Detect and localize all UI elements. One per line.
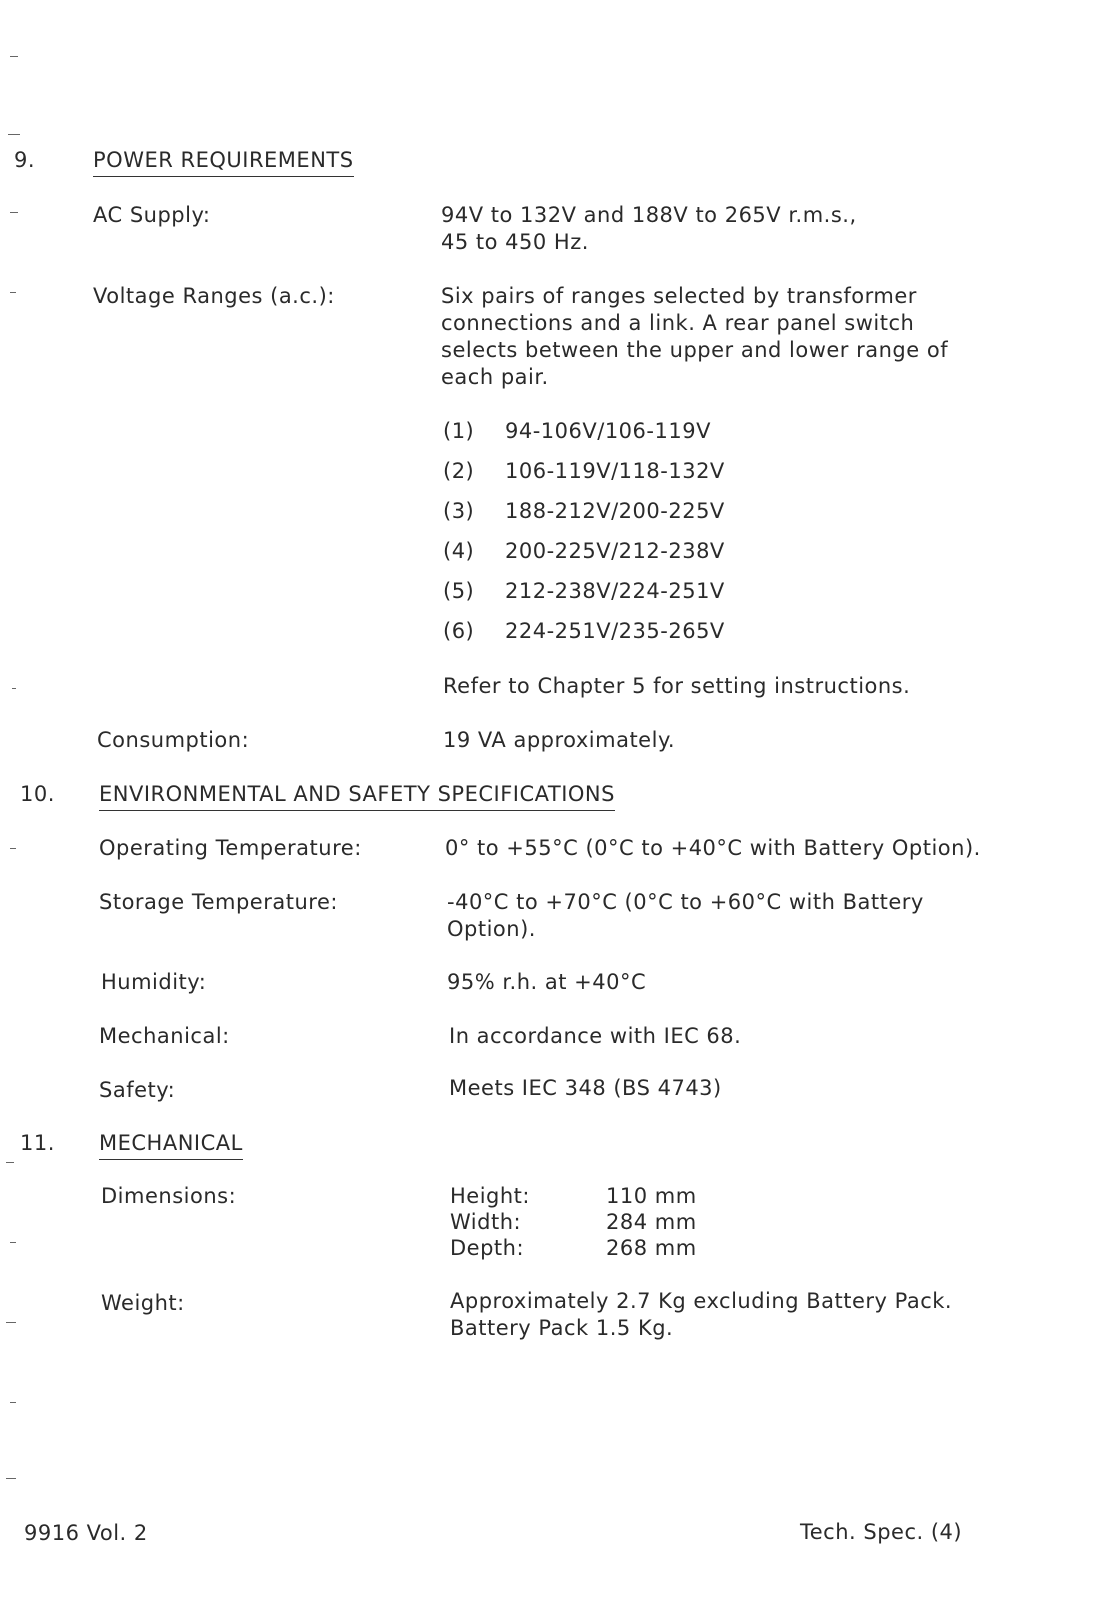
mechanical-label: Mechanical: bbox=[99, 1024, 230, 1048]
dimension-value: 284 mm bbox=[606, 1210, 697, 1234]
humidity-label: Humidity: bbox=[101, 970, 207, 994]
footer-page-ref: Tech. Spec. (4) bbox=[800, 1520, 963, 1544]
dimension-name: Depth: bbox=[450, 1236, 525, 1260]
dimension-name: Width: bbox=[450, 1210, 522, 1234]
weight-value-line: Approximately 2.7 Kg excluding Battery Pack. bbox=[450, 1289, 953, 1313]
range-item-value: 106-119V/118-132V bbox=[505, 459, 725, 483]
range-item-number: (1) bbox=[443, 419, 475, 443]
voltage-ranges-text-line: each pair. bbox=[441, 365, 549, 389]
ac-supply-value-line: 45 to 450 Hz. bbox=[441, 230, 589, 254]
section-heading-power-requirements: POWER REQUIREMENTS bbox=[93, 147, 354, 177]
section-number: 9. bbox=[14, 148, 36, 172]
voltage-ranges-note: Refer to Chapter 5 for setting instructions. bbox=[443, 674, 911, 698]
storage-temperature-label: Storage Temperature: bbox=[99, 890, 338, 914]
range-item-number: (2) bbox=[443, 459, 475, 483]
ac-supply-value-line: 94V to 132V and 188V to 265V r.m.s., bbox=[441, 203, 857, 227]
mechanical-value: In accordance with IEC 68. bbox=[449, 1024, 742, 1048]
dimension-name: Height: bbox=[450, 1184, 530, 1208]
voltage-ranges-text-line: selects between the upper and lower range of bbox=[441, 338, 949, 362]
section-heading-mechanical: MECHANICAL bbox=[99, 1130, 243, 1160]
range-item-number: (4) bbox=[443, 539, 475, 563]
operating-temperature-label: Operating Temperature: bbox=[99, 836, 362, 860]
range-item-number: (5) bbox=[443, 579, 475, 603]
safety-value: Meets IEC 348 (BS 4743) bbox=[449, 1076, 722, 1100]
range-item-value: 224-251V/235-265V bbox=[505, 619, 725, 643]
range-item-value: 200-225V/212-238V bbox=[505, 539, 725, 563]
dimensions-label: Dimensions: bbox=[101, 1184, 237, 1208]
consumption-label: Consumption: bbox=[97, 728, 250, 752]
voltage-ranges-text-line: Six pairs of ranges selected by transformer bbox=[441, 284, 917, 308]
range-item-number: (3) bbox=[443, 499, 475, 523]
section-number: 10. bbox=[20, 782, 55, 806]
voltage-ranges-text-line: connections and a link. A rear panel switch bbox=[441, 311, 915, 335]
range-item-number: (6) bbox=[443, 619, 475, 643]
storage-temperature-value-line: Option). bbox=[447, 917, 536, 941]
range-item-value: 94-106V/106-119V bbox=[505, 419, 711, 443]
weight-label: Weight: bbox=[101, 1291, 185, 1315]
humidity-value: 95% r.h. at +40°C bbox=[447, 970, 647, 994]
weight-value-line: Battery Pack 1.5 Kg. bbox=[450, 1316, 674, 1340]
storage-temperature-value-line: -40°C to +70°C (0°C to +60°C with Battery bbox=[447, 890, 924, 914]
range-item-value: 212-238V/224-251V bbox=[505, 579, 725, 603]
range-item-value: 188-212V/200-225V bbox=[505, 499, 725, 523]
dimension-value: 268 mm bbox=[606, 1236, 697, 1260]
section-heading-environmental-safety: ENVIRONMENTAL AND SAFETY SPECIFICATIONS bbox=[99, 781, 615, 811]
safety-label: Safety: bbox=[99, 1078, 176, 1102]
section-number: 11. bbox=[20, 1131, 55, 1155]
footer-document-ref: 9916 Vol. 2 bbox=[24, 1521, 148, 1545]
operating-temperature-value: 0° to +55°C (0°C to +40°C with Battery Option). bbox=[445, 836, 981, 860]
dimension-value: 110 mm bbox=[606, 1184, 697, 1208]
consumption-value: 19 VA approximately. bbox=[443, 728, 676, 752]
ac-supply-label: AC Supply: bbox=[93, 203, 211, 227]
voltage-ranges-label: Voltage Ranges (a.c.): bbox=[93, 284, 335, 308]
